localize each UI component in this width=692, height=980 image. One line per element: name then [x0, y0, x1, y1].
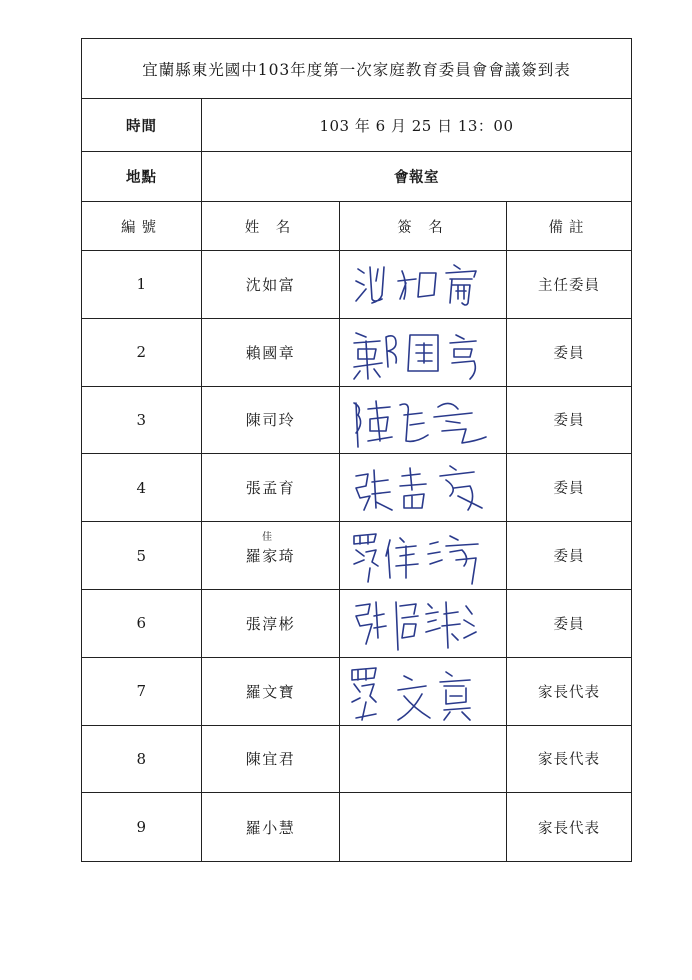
row-note: 主任委員: [538, 277, 600, 294]
signature-cell: [340, 726, 507, 793]
handwritten-signature: [346, 323, 501, 383]
handwritten-signature: [346, 662, 501, 722]
row-name: 沈如富: [202, 251, 340, 318]
row-name: 陳司玲: [202, 387, 340, 454]
header-note: 備註: [548, 219, 590, 236]
time-label: 時間: [82, 99, 202, 151]
header-signature: 簽 名: [340, 202, 507, 250]
row-number: 4: [82, 454, 202, 521]
row-number: 2: [82, 319, 202, 386]
signature-cell: [340, 590, 507, 657]
place-row: [82, 152, 631, 202]
signature-cell: [340, 251, 507, 318]
table-row: [82, 522, 631, 590]
signature-cell: [340, 387, 507, 454]
row-name: [202, 522, 340, 589]
row-note: 委員: [553, 413, 585, 430]
signature-cell: [340, 319, 507, 386]
signature-cell: [340, 658, 507, 725]
sheet-title: 宜蘭縣東光國中103年度第一次家庭教育委員會會議簽到表: [142, 60, 571, 79]
time-row: [82, 99, 631, 152]
header-name: 姓 名: [202, 202, 340, 250]
table-row: [82, 319, 631, 387]
row-note: 家長代表: [538, 752, 600, 769]
signature-cell: [340, 793, 507, 861]
row-number: 6: [82, 590, 202, 657]
handwritten-signature: [346, 458, 501, 518]
handwritten-signature: [346, 526, 501, 586]
handwritten-signature: [346, 391, 501, 451]
row-name: 張孟育: [202, 454, 340, 521]
row-note: 家長代表: [538, 820, 600, 837]
sign-in-sheet: [81, 38, 632, 862]
row-name: 張淳彬: [202, 590, 340, 657]
row-number: 5: [82, 522, 202, 589]
row-name: 賴國章: [202, 319, 340, 386]
handwritten-signature: [346, 594, 501, 654]
place-value: 會報室: [394, 170, 439, 186]
table-row: [82, 658, 631, 726]
row-number: 9: [82, 793, 202, 861]
row-note: 委員: [553, 481, 585, 498]
row-number: 1: [82, 251, 202, 318]
time-value: 103 年 6 月 25 日 13：00: [319, 116, 514, 135]
row-number: 7: [82, 658, 202, 725]
row-note: 家長代表: [538, 684, 600, 701]
row-name: 陳宜君: [202, 726, 340, 793]
row-name: 羅小慧: [202, 793, 340, 861]
row-name: 羅文寶: [202, 658, 340, 725]
handwritten-signature: [346, 255, 501, 315]
name-correction: 佳: [262, 532, 272, 544]
row-note: 委員: [553, 345, 585, 362]
signature-cell: [340, 522, 507, 589]
signature-cell: [340, 454, 507, 521]
table-row: [82, 387, 631, 455]
header-number: 編號: [82, 202, 202, 250]
row-note: 委員: [553, 616, 585, 633]
place-label: 地點: [82, 152, 202, 201]
table-header-row: [82, 202, 631, 251]
table-row: [82, 590, 631, 658]
row-number: 3: [82, 387, 202, 454]
table-row: [82, 793, 631, 861]
row-note: 委員: [553, 549, 585, 566]
table-row: [82, 726, 631, 794]
row-number: 8: [82, 726, 202, 793]
title-row: [82, 39, 631, 99]
table-row: [82, 251, 631, 319]
table-row: [82, 454, 631, 522]
row-name-text: 羅家琦: [245, 547, 296, 566]
